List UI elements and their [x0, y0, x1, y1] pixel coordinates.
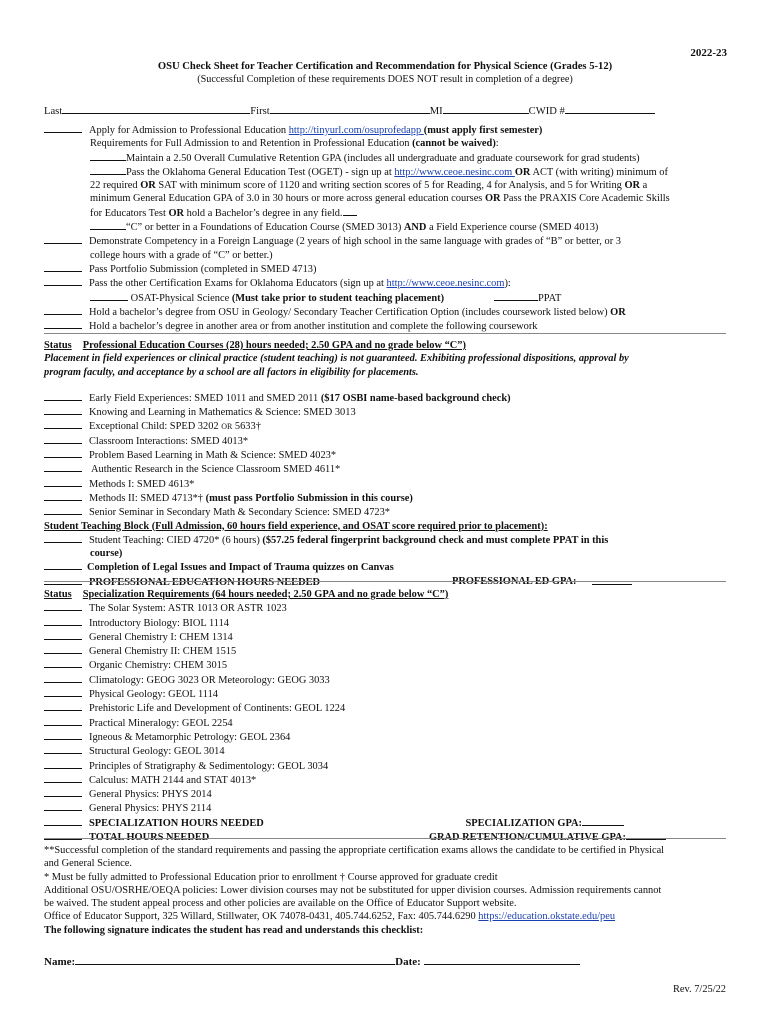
page-subtitle: (Successful Completion of these requirements DOES NOT result in completion of a degree) — [197, 74, 573, 85]
name-row — [44, 104, 655, 118]
status-blank[interactable] — [90, 165, 126, 175]
status-blank[interactable] — [44, 716, 82, 726]
educator-support-link[interactable]: https://education.okstate.edu/peu — [478, 911, 616, 923]
list-item: The Solar System: ASTR 1013 OR ASTR 1023 — [44, 601, 728, 615]
status-blank[interactable] — [44, 305, 82, 315]
status-blank[interactable] — [44, 575, 82, 585]
signature-name-field[interactable] — [75, 955, 395, 965]
list-item: Structural Geology: GEOL 3014 — [44, 744, 728, 758]
status-blank[interactable] — [44, 687, 82, 697]
status-blank[interactable] — [44, 533, 82, 543]
profed-app-link[interactable]: http://tinyurl.com/osuprofedapp — [288, 125, 424, 136]
status-blank[interactable] — [44, 630, 82, 640]
date-label: Date: — [395, 956, 421, 968]
list-item: Knowing and Learning in Mathematics & Science: SMED 3013 — [44, 405, 728, 419]
status-blank[interactable] — [90, 220, 126, 230]
status-blank[interactable] — [44, 262, 82, 272]
signature-row — [44, 955, 580, 969]
admission-section: Apply for Admission to Professional Education http://tinyurl.com/osuprofedapp (must apply first semester) Requirements for Full Admission to and Retention in Professional Education (cannot be waived): Maintain a 2.50 Overall Cumulative Retention GPA (includes all undergraduate and graduate coursework for grad students) Pass the Oklahoma General Education Test (OGET) - sign up at http://www.ceoe.nesinc.com OR ACT (with writing) minimum of 22 required OR SAT with minimum score of 1120 and writing section scores of 5 for Reading, 4 for Analysis, and 5 for Writing OR a minimum General Education GPA of 3.0 in 30 hours or more across general education courses OR Pass the PRAXIS Core Academic Skills for Educators Test OR hold a Bachelor’s degree in any field. “C” or better in a Foundations of Education Course (SMED 3013) AND a Field Experience course (SMED 4013) Demonstrate Competency in a Foreign Language (2 years of high school in the same language with grades of “B” or better, or 3 college hours with a grade of “C” or better.) Pass Portfolio Submission (completed in SMED 4713) Pass the other Certification Exams for Oklahoma Educators (sign up at http://www.ceoe.nesinc.com): OSAT-Physical Science (Must take prior to student teaching placement) PPAT Hold a bachelor’s degree from OSU in Geology/ Secondary Teacher Certification Option (includes coursework listed below) OR Hold a bachelor’s degree in another area or from another institution and complete the following coursework — [44, 123, 728, 333]
list-item: Practical Mineralogy: GEOL 2254 — [44, 716, 728, 730]
status-blank[interactable] — [44, 391, 82, 401]
status-blank[interactable] — [44, 405, 82, 415]
list-item: Igneous & Metamorphic Petrology: GEOL 2364 — [44, 730, 728, 744]
admission-apply: Apply for Admission to Professional Education http://tinyurl.com/osuprofedapp (must apply first semester) — [44, 123, 728, 137]
first-name-field[interactable] — [270, 104, 430, 114]
list-item: Physical Geology: GEOL 1114 — [44, 687, 728, 701]
list-item: Prehistoric Life and Development of Continents: GEOL 1224 — [44, 701, 728, 715]
list-item: Calculus: MATH 2144 and STAT 4013* — [44, 773, 728, 787]
status-blank[interactable] — [44, 701, 82, 711]
status-blank[interactable] — [44, 816, 82, 826]
list-item: General Physics: PHYS 2014 — [44, 787, 728, 801]
status-blank[interactable] — [44, 644, 82, 654]
status-blank[interactable] — [44, 276, 82, 286]
status-blank[interactable] — [343, 206, 357, 216]
status-blank[interactable] — [44, 434, 82, 444]
total-hours-row: TOTAL HOURS NEEDED GRAD RETENTION/CUMULATIVE GPA: — [44, 830, 728, 844]
status-blank[interactable] — [44, 601, 82, 611]
footer-notes: **Successful completion of the standard requirements and passing the appropriate certification exams allows the candidate to be certified in Physical and General Science. * Must be fully admitted to Professional Education prior to enrollment † Course approved for graduate credit Additional OSU/OSRHE/OEQA policies: Lower division courses may not be substituted for upper division courses. Admission requirements cannot be waived. The student appeal process and other policies are available on the Office of Educator Support website. Office of Educator Support, 325 Willard, Stillwater, OK 74078-0431, 405.744.6252, Fax: 405.744.6290 https://education.okstate.edu/peu The following signature indicates the student has read and understands this checklist: — [44, 845, 665, 936]
status-blank[interactable] — [90, 291, 128, 301]
name-label: Name: — [44, 956, 76, 968]
list-item: Climatology: GEOG 3023 OR Meteorology: GEOG 3033 — [44, 673, 728, 687]
status-blank[interactable] — [494, 291, 538, 301]
divider — [44, 581, 726, 582]
cwid-label: CWID # — [528, 106, 565, 117]
status-blank[interactable] — [44, 759, 82, 769]
status-blank[interactable] — [44, 419, 82, 429]
status-blank[interactable] — [44, 234, 82, 244]
last-name-field[interactable] — [62, 104, 250, 114]
list-item: General Physics: PHYS 2114 — [44, 801, 728, 815]
list-item: General Chemistry II: CHEM 1515 — [44, 644, 728, 658]
mi-field[interactable] — [443, 104, 529, 114]
status-blank[interactable] — [44, 505, 82, 515]
status-blank[interactable] — [44, 658, 82, 668]
status-blank[interactable] — [44, 773, 82, 783]
status-blank[interactable] — [44, 462, 82, 472]
list-item: Methods I: SMED 4613* — [44, 477, 728, 491]
list-item: Principles of Stratigraphy & Sedimentology: GEOL 3034 — [44, 759, 728, 773]
page-title: OSU Check Sheet for Teacher Certification and Recommendation for Physical Science (Grades 5-12) — [157, 61, 613, 72]
list-item: Introductory Biology: BIOL 1114 — [44, 616, 728, 630]
first-label: First — [250, 106, 270, 117]
specialization-section — [44, 588, 728, 844]
signature-date-field[interactable] — [424, 955, 580, 965]
status-blank[interactable] — [44, 560, 82, 570]
list-item: Exceptional Child: SPED 3202 OR 5633† — [44, 419, 728, 433]
list-item: Authentic Research in the Science Classroom SMED 4611* — [44, 462, 728, 476]
prof-ed-header: Status Professional Education Courses (28) hours needed; 2.50 GPA and no grade below “C”) — [44, 340, 466, 351]
admission-requirements: Requirements for Full Admission to and Retention in Professional Education (cannot be waived): — [90, 138, 499, 150]
spec-header: Status Specialization Requirements (64 hours needed; 2.50 GPA and no grade below “C”) — [44, 589, 449, 600]
list-item: Organic Chemistry: CHEM 3015 — [44, 658, 728, 672]
divider — [44, 838, 726, 839]
status-blank[interactable] — [44, 477, 82, 487]
student-teaching-header: Student Teaching Block (Full Admission, 60 hours field experience, and OSAT score required prior to placement): — [44, 520, 548, 532]
list-item: Completion of Legal Issues and Impact of Trauma quizzes on Canvas — [44, 560, 728, 574]
list-item: Student Teaching: CIED 4720* (6 hours) ($57.25 federal fingerprint background check and must complete PPAT in this — [44, 533, 728, 547]
status-blank[interactable] — [44, 448, 82, 458]
spec-course-list — [44, 601, 728, 815]
prof-ed-hours-row: PROFESSIONAL EDUCATION HOURS NEEDED PROFESSIONAL ED GPA: — [44, 575, 728, 589]
status-blank[interactable] — [44, 744, 82, 754]
list-item: General Chemistry I: CHEM 1314 — [44, 630, 728, 644]
status-blank[interactable] — [44, 673, 82, 683]
status-blank[interactable] — [90, 151, 126, 161]
status-blank[interactable] — [44, 787, 82, 797]
ceoe-signup-link[interactable]: http://www.ceoe.nesinc.com — [386, 278, 505, 290]
cwid-field[interactable] — [565, 104, 655, 114]
status-blank[interactable] — [44, 123, 82, 133]
status-blank[interactable] — [44, 319, 82, 329]
status-blank[interactable] — [44, 801, 82, 811]
list-item: Early Field Experiences: SMED 1011 and SMED 2011 ($17 OSBI name-based background check) — [44, 391, 728, 405]
status-blank[interactable] — [44, 491, 82, 501]
revision-label: Rev. 7/25/22 — [672, 984, 726, 995]
ceoe-link[interactable]: http://www.ceoe.nesinc.com — [394, 166, 515, 178]
last-label: Last — [44, 106, 63, 117]
status-blank[interactable] — [44, 616, 82, 626]
status-blank[interactable] — [44, 730, 82, 740]
spec-hours-row: SPECIALIZATION HOURS NEEDED SPECIALIZATION GPA: — [44, 816, 728, 830]
professional-education-section: Status Professional Education Courses (28) hours needed; 2.50 GPA and no grade below “C”) Placement in field experiences or clinical practice (student teaching) is not guaranteed. Exhibiting professional dispositions, approval by program faculty, and acceptance by a school are all factors in eligibility for placements. Early Field Experiences: SMED 1011 and SMED 2011 ($17 OSBI name-based background check) Knowing and Learning in Mathematics & Science: SMED 3013 Exceptional Child: SPED 3202 OR 5633† Classroom Interactions: SMED 4013* Problem Based Learning in Math & Science: SMED 4023* Authentic Research in the Science Classroom SMED 4611* Methods I: SMED 4613* Methods II: SMED 4713*† (must pass Portfolio Submission in this course) Senior Seminar in Secondary Math & Secondary Science: SMED 4723* Student Teaching Block (Full Admission, 60 hours field experience, and OSAT score required prior to placement): Student Teaching: CIED 4720* (6 hours) ($57.25 federal fingerprint background check and must complete PPAT in this course) Completion of Legal Issues and Impact of Trauma quizzes on Canvas PROFESSIONAL EDUCATION HOURS NEEDED PROFESSIONAL ED GPA: — [44, 339, 728, 589]
list-item: Problem Based Learning in Math & Science: SMED 4023* — [44, 448, 728, 462]
list-item: Senior Seminar in Secondary Math & Secondary Science: SMED 4723* — [44, 505, 728, 519]
mi-label: MI — [429, 106, 443, 117]
spec-gpa-field[interactable] — [582, 816, 624, 826]
list-item: Methods II: SMED 4713*† (must pass Portfolio Submission in this course) — [44, 491, 728, 505]
divider — [44, 333, 726, 334]
prof-ed-gpa-field[interactable] — [592, 575, 632, 585]
year-label: 2022-23 — [690, 47, 727, 59]
list-item: Classroom Interactions: SMED 4013* — [44, 434, 728, 448]
